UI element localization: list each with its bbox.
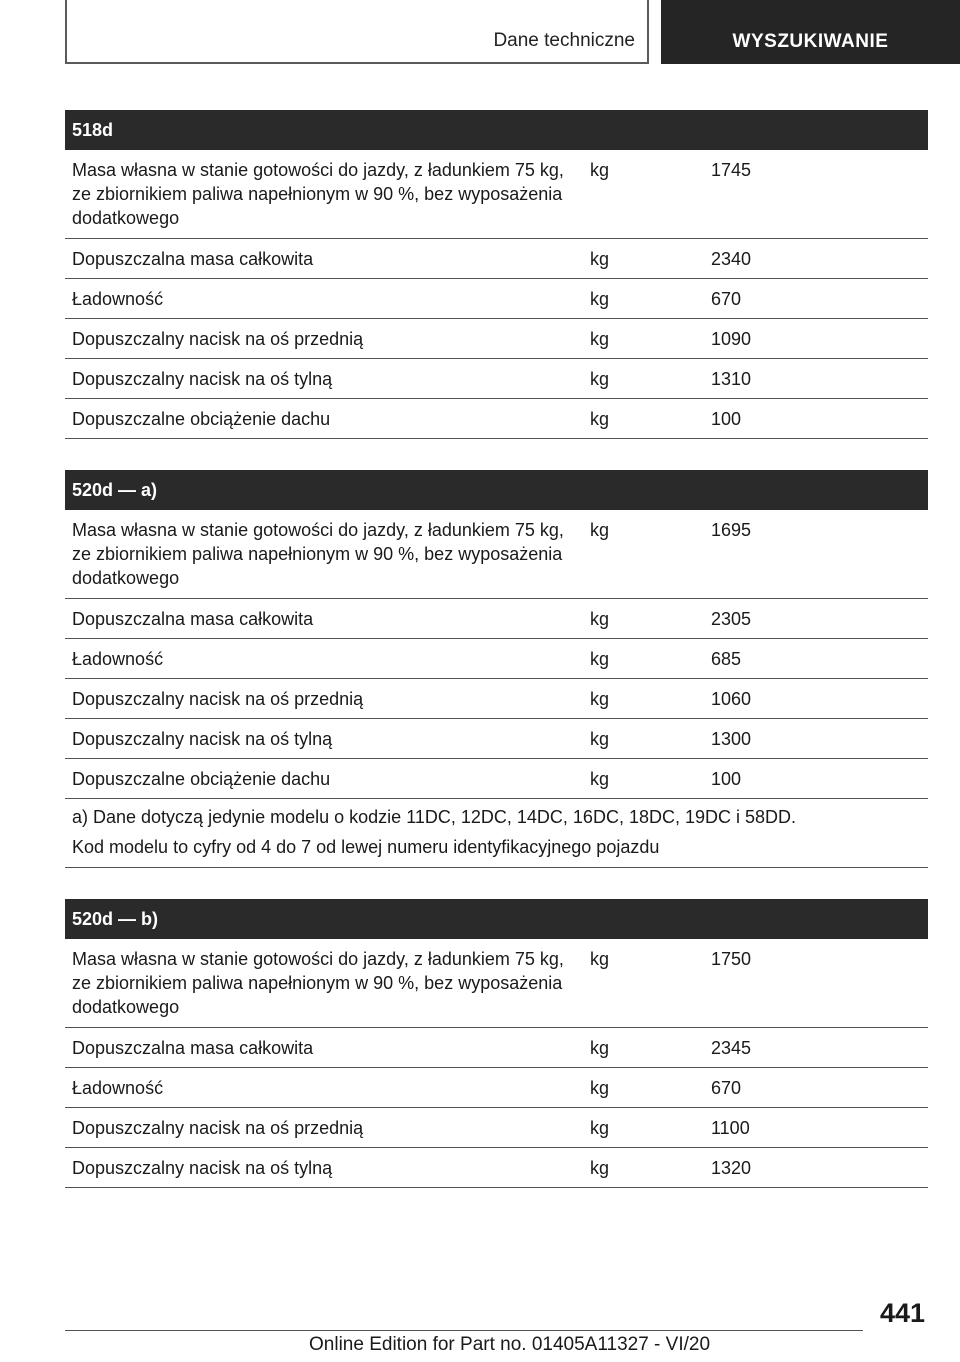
row-label: Dopuszczalna masa całkowita <box>72 248 314 269</box>
table-row <box>65 150 928 239</box>
row-unit: kg <box>590 1117 610 1138</box>
spec-content <box>65 110 928 1219</box>
table-row <box>65 239 928 279</box>
row-unit: kg <box>590 949 610 969</box>
row-label: Masa własna w stanie gotowości do jazdy, z ładunkiem 75 kg, ze zbiornikiem paliwa napełnionym w 90 %, bez wyposażenia dodatkowego <box>72 160 564 228</box>
row-value: 1745 <box>711 160 752 180</box>
row-unit: kg <box>590 368 610 389</box>
row-unit: kg <box>590 288 610 309</box>
search-tab-label: WYSZUKIWANIE <box>732 31 889 52</box>
row-unit: kg <box>590 1077 610 1098</box>
row-value: 2340 <box>711 248 752 269</box>
row-value: 2345 <box>711 1037 752 1058</box>
table-row <box>65 1028 928 1068</box>
table-row <box>65 279 928 319</box>
row-label: Dopuszczalne obciążenie dachu <box>72 768 331 789</box>
row-value: 2305 <box>711 608 752 629</box>
table-row <box>65 939 928 1028</box>
table-row <box>65 719 928 759</box>
row-label: Ładowność <box>72 648 164 669</box>
row-label: Dopuszczalne obciążenie dachu <box>72 408 331 429</box>
row-unit: kg <box>590 768 610 789</box>
table-row <box>65 639 928 679</box>
row-unit: kg <box>590 1157 610 1178</box>
row-label: Dopuszczalny nacisk na oś tylną <box>72 1157 333 1178</box>
row-unit: kg <box>590 688 610 709</box>
spec-table-520d-b <box>65 899 928 1188</box>
row-value: 1060 <box>711 688 752 709</box>
table-title: 520d — b) <box>65 899 928 939</box>
row-value: 100 <box>711 768 742 789</box>
row-value: 1695 <box>711 520 752 540</box>
table-row <box>65 319 928 359</box>
row-label: Dopuszczalny nacisk na oś przednią <box>72 688 364 709</box>
row-value: 1320 <box>711 1157 752 1178</box>
row-unit: kg <box>590 248 610 269</box>
row-label: Dopuszczalna masa całkowita <box>72 608 314 629</box>
row-unit: kg <box>590 648 610 669</box>
row-label: Masa własna w stanie gotowości do jazdy, z ładunkiem 75 kg, ze zbiornikiem paliwa napełnionym w 90 %, bez wyposażenia dodatkowego <box>72 949 564 1017</box>
page-number: 441 <box>879 1298 925 1328</box>
table-title: 518d <box>65 110 928 150</box>
table-row <box>65 359 928 399</box>
footer-edition-text: Online Edition for Part no. 01405A11327 - VI/20 <box>309 1334 711 1355</box>
row-value: 1750 <box>711 949 752 969</box>
table-row <box>65 399 928 439</box>
row-unit: kg <box>590 1037 610 1058</box>
spec-table-518d <box>65 110 928 439</box>
row-value: 670 <box>711 288 742 309</box>
spec-table-520d-a <box>65 470 928 868</box>
section-tab[interactable] <box>65 0 649 64</box>
section-tab-label: Dane techniczne <box>493 30 635 51</box>
table-row <box>65 599 928 639</box>
row-label: Dopuszczalna masa całkowita <box>72 1037 314 1058</box>
row-unit: kg <box>590 328 610 349</box>
table-row <box>65 1068 928 1108</box>
row-label: Masa własna w stanie gotowości do jazdy, z ładunkiem 75 kg, ze zbiornikiem paliwa napełnionym w 90 %, bez wyposażenia dodatkowego <box>72 520 564 588</box>
row-value: 685 <box>711 648 742 669</box>
row-value: 1310 <box>711 368 752 389</box>
table-row <box>65 759 928 799</box>
table-row <box>65 679 928 719</box>
row-label: Dopuszczalny nacisk na oś przednią <box>72 328 364 349</box>
row-unit: kg <box>590 608 610 629</box>
row-unit: kg <box>590 408 610 429</box>
row-value: 670 <box>711 1077 742 1098</box>
search-tab[interactable] <box>661 0 960 64</box>
row-label: Dopuszczalny nacisk na oś tylną <box>72 368 333 389</box>
row-label: Dopuszczalny nacisk na oś przednią <box>72 1117 364 1138</box>
table-row <box>65 510 928 599</box>
row-value: 1300 <box>711 728 752 749</box>
row-value: 100 <box>711 408 742 429</box>
row-unit: kg <box>590 728 610 749</box>
row-label: Ładowność <box>72 288 164 309</box>
table-row <box>65 1108 928 1148</box>
row-value: 1100 <box>711 1117 750 1138</box>
footnote-text: a) Dane dotyczą jedynie modelu o kodzie 11DC, 12DC, 14DC, 16DC, 18DC, 19DC i 58DD. <box>72 807 797 827</box>
table-row <box>65 1148 928 1188</box>
table-title: 520d — a) <box>65 470 928 510</box>
table-footnote <box>65 799 928 868</box>
row-value: 1090 <box>711 328 752 349</box>
footer-divider <box>65 1330 863 1331</box>
row-label: Ładowność <box>72 1077 164 1098</box>
footnote-text: Kod modelu to cyfry od 4 do 7 od lewej numeru identyfikacyjnego pojazdu <box>72 837 660 857</box>
row-unit: kg <box>590 520 610 540</box>
row-label: Dopuszczalny nacisk na oś tylną <box>72 728 333 749</box>
row-unit: kg <box>590 160 610 180</box>
